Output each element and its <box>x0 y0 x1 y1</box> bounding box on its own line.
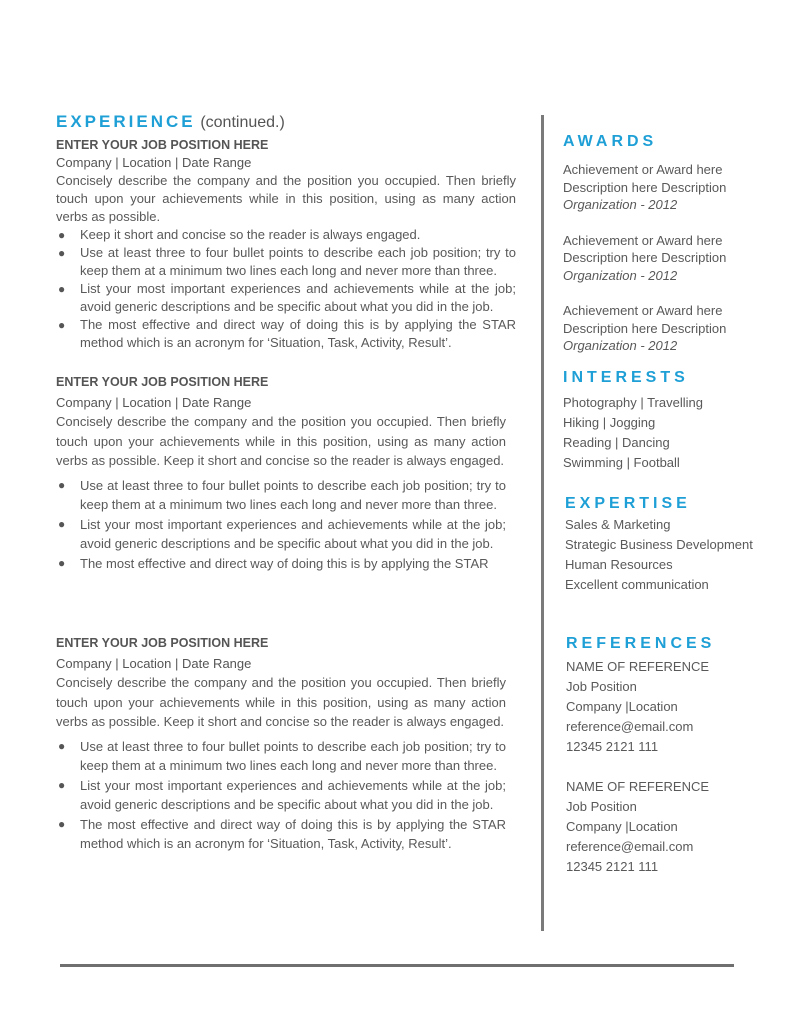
award-item <box>563 232 763 285</box>
bullet-icon: ● <box>58 246 66 260</box>
job-bullet: ● The most effective and direct way of doing this is by applying the STAR <box>56 554 506 574</box>
job-description: Concisely describe the company and the position you occupied. Then briefly touch upon your achievements while in this position, using as many action verbs as possible. Keep it short and concise so the reader is always engaged. <box>56 414 506 468</box>
bullet-icon: ● <box>58 282 66 296</box>
expertise-list <box>563 515 763 595</box>
job-title: ENTER YOUR JOB POSITION HERE <box>56 138 269 152</box>
reference-email: reference@email.com <box>566 838 694 854</box>
expertise-item: Human Resources <box>565 556 673 572</box>
award-description: Description here Description <box>563 179 727 195</box>
job-title: ENTER YOUR JOB POSITION HERE <box>56 375 269 389</box>
award-title: Achievement or Award here <box>563 162 723 177</box>
job-entry-3 <box>56 634 506 854</box>
interest-item: Swimming | Football <box>563 454 680 470</box>
bullet-icon: ● <box>58 477 66 492</box>
job-meta: Company | Location | Date Range <box>56 394 252 410</box>
reference-name: NAME OF REFERENCE <box>566 778 710 794</box>
bullet-icon: ● <box>58 228 66 242</box>
job-bullet: ● List your most important experiences and achievements while at the job; avoid generic descriptions and be specific about what you did in the job. <box>58 281 516 314</box>
bullet-icon: ● <box>58 738 66 753</box>
bullet-icon: ● <box>58 516 66 531</box>
award-organization: Organization - 2012 <box>563 197 678 212</box>
award-item <box>563 302 763 355</box>
expertise-item: Strategic Business Development <box>565 536 753 552</box>
job-bullet: ● Use at least three to four bullet points to describe each job position; try to keep them at a minimum two lines each long and never more than three. <box>58 245 516 278</box>
interest-item: Photography | Travelling <box>563 394 703 410</box>
reference-item <box>566 657 763 757</box>
award-item <box>563 161 763 214</box>
bullet-icon: ● <box>58 318 66 332</box>
job-bullet: ● The most effective and direct way of doing this is by applying the STAR method which is an acronym for ‘Situation, Task, Activity, Result’. <box>58 317 516 350</box>
reference-name: NAME OF REFERENCE <box>566 658 710 674</box>
job-bullet: ● The most effective and direct way of doing this is by applying the STAR method which is an acronym for ‘Situation, Task, Activity, Result’. <box>58 816 506 851</box>
award-title: Achievement or Award here <box>563 303 723 318</box>
interests-list <box>563 393 763 473</box>
experience-heading <box>56 112 516 132</box>
job-title: ENTER YOUR JOB POSITION HERE <box>56 636 269 650</box>
reference-position: Job Position <box>566 798 637 814</box>
interest-item: Reading | Dancing <box>563 434 670 450</box>
reference-company: Company |Location <box>566 818 678 834</box>
reference-position: Job Position <box>566 678 637 694</box>
awards-heading: AWARDS <box>563 133 658 150</box>
job-bullet: ● List your most important experiences and achievements while at the job; avoid generic descriptions and be specific about what you did in the job. <box>58 777 506 812</box>
reference-company: Company |Location <box>566 698 678 714</box>
reference-item <box>566 777 763 877</box>
job-description: Concisely describe the company and the position you occupied. Then briefly touch upon your achievements while in this position, using as many action verbs as possible. Keep it short and concise so the reader is always engaged. <box>56 675 506 729</box>
experience-continued: (continued.) <box>200 114 285 131</box>
bullet-icon: ● <box>58 555 66 570</box>
job-bullets <box>56 476 506 574</box>
references-heading: REFERENCES <box>566 634 716 652</box>
job-description: Concisely describe the company and the position you occupied. Then briefly touch upon your achievements while in this position, using as many action verbs as possible. <box>56 173 516 224</box>
award-organization: Organization - 2012 <box>563 267 678 283</box>
column-divider <box>541 115 544 931</box>
reference-email: reference@email.com <box>566 718 694 734</box>
award-description: Description here Description <box>563 320 727 336</box>
footer-rule <box>60 964 734 967</box>
interests-heading: INTERESTS <box>563 368 689 386</box>
awards-list <box>563 161 763 355</box>
award-description: Description here Description <box>563 250 727 265</box>
expertise-heading: EXPERTISE <box>565 494 691 512</box>
job-bullet: ● Use at least three to four bullet points to describe each job position; try to keep them at a minimum two lines each long and never more than three. <box>58 477 506 512</box>
bullet-icon: ● <box>58 816 66 831</box>
award-organization: Organization - 2012 <box>563 338 678 353</box>
expertise-item: Sales & Marketing <box>565 516 671 532</box>
job-meta: Company | Location | Date Range <box>56 655 252 671</box>
job-entry-1 <box>56 136 516 352</box>
sidebar <box>563 133 763 877</box>
interest-item: Hiking | Jogging <box>563 414 656 430</box>
experience-section <box>56 112 516 851</box>
reference-phone: 12345 2121 111 <box>566 738 659 754</box>
reference-phone: 12345 2121 111 <box>566 858 659 874</box>
job-bullet: ● Use at least three to four bullet points to describe each job position; try to keep them at a minimum two lines each long and never more than three. <box>58 738 506 773</box>
experience-title: EXPERIENCE <box>56 112 196 131</box>
award-title: Achievement or Award here <box>563 232 723 248</box>
job-bullets <box>56 226 516 352</box>
job-meta: Company | Location | Date Range <box>56 155 252 170</box>
job-entry-2 <box>56 373 506 573</box>
bullet-icon: ● <box>58 777 66 792</box>
job-bullets <box>56 737 506 854</box>
job-bullet: ● Keep it short and concise so the reader is always engaged. <box>58 227 421 242</box>
references-list <box>563 657 763 877</box>
job-bullet: ● List your most important experiences and achievements while at the job; avoid generic descriptions and be specific about what you did in the job. <box>58 516 506 551</box>
expertise-item: Excellent communication <box>565 576 709 592</box>
